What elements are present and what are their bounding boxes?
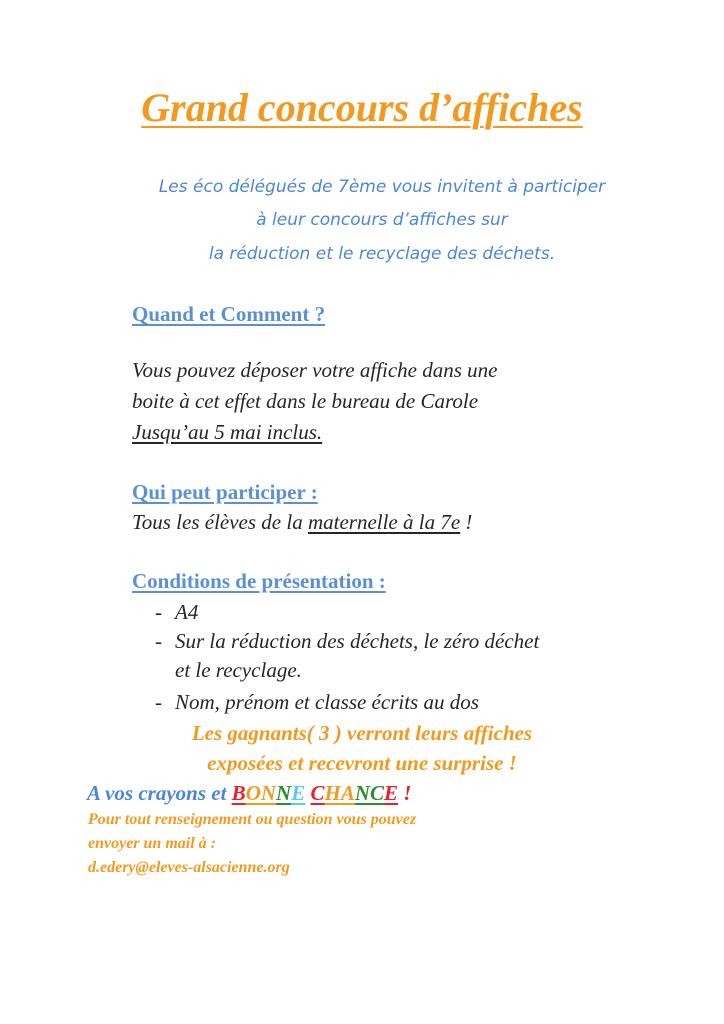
condition-item-2-cont: et le recyclage. (175, 658, 302, 682)
who-text-grades: maternelle à la 7e (307, 510, 461, 534)
good-luck-letter: E (384, 781, 399, 805)
intro-line-2: à leur concours d’affiches sur (256, 210, 508, 230)
contact-email[interactable]: d.edery@eleves-alsacienne.org (88, 859, 290, 876)
bullet-marker-3: - (155, 690, 162, 714)
condition-item-2: Sur la réduction des déchets, le zéro déchet (175, 629, 540, 653)
condition-item-3: Nom, prénom et classe écrits au dos (175, 690, 479, 714)
good-luck-letter: A (340, 781, 355, 805)
good-luck-letter: B (231, 781, 246, 805)
good-luck-letter: C (370, 781, 385, 805)
when-heading: Quand et Comment ? (132, 302, 326, 326)
winners-line-1: Les gagnants( 3 ) verront leurs affiches (191, 721, 533, 745)
intro-line-1: Les éco délégués de 7ème vous invitent à participer (158, 177, 606, 197)
bullet-marker-2: - (155, 629, 162, 653)
good-luck-letters (232, 781, 398, 805)
good-luck-letter: C (310, 781, 325, 805)
who-text (132, 510, 472, 535)
good-luck-letter: H (324, 781, 341, 805)
when-line-2: boite à cet effet dans le bureau de Carole (132, 389, 479, 413)
intro-line-3: la réduction et le recyclage des déchets. (208, 244, 556, 264)
good-luck-letter: O (245, 781, 261, 805)
who-text-before: Tous les élèves de la (132, 510, 308, 534)
good-luck-letter: N (260, 781, 277, 805)
when-deadline: Jusqu’au 5 mai inclus. (132, 420, 323, 444)
condition-item-1: A4 (175, 600, 199, 624)
contact-line-2: envoyer un mail à : (88, 835, 216, 852)
good-luck-letter: N (276, 781, 292, 805)
good-luck-letter: E (291, 781, 306, 805)
contact-line-1: Pour tout renseignement ou question vous pouvez (88, 811, 417, 828)
good-luck-prefix: A vos crayons et (87, 781, 232, 805)
who-text-after: ! (460, 510, 473, 534)
conditions-heading: Conditions de présentation : (132, 569, 386, 593)
good-luck-letter: N (354, 781, 371, 805)
when-line-1: Vous pouvez déposer votre affiche dans une (132, 358, 498, 382)
winners-line-2: exposées et recevront une surprise ! (207, 751, 517, 775)
who-heading: Qui peut participer : (132, 480, 318, 504)
good-luck-line (87, 781, 411, 806)
good-luck-suffix: ! (398, 781, 412, 805)
page-title: Grand concours d’affiches (141, 85, 583, 130)
bullet-marker-1: - (155, 600, 162, 624)
